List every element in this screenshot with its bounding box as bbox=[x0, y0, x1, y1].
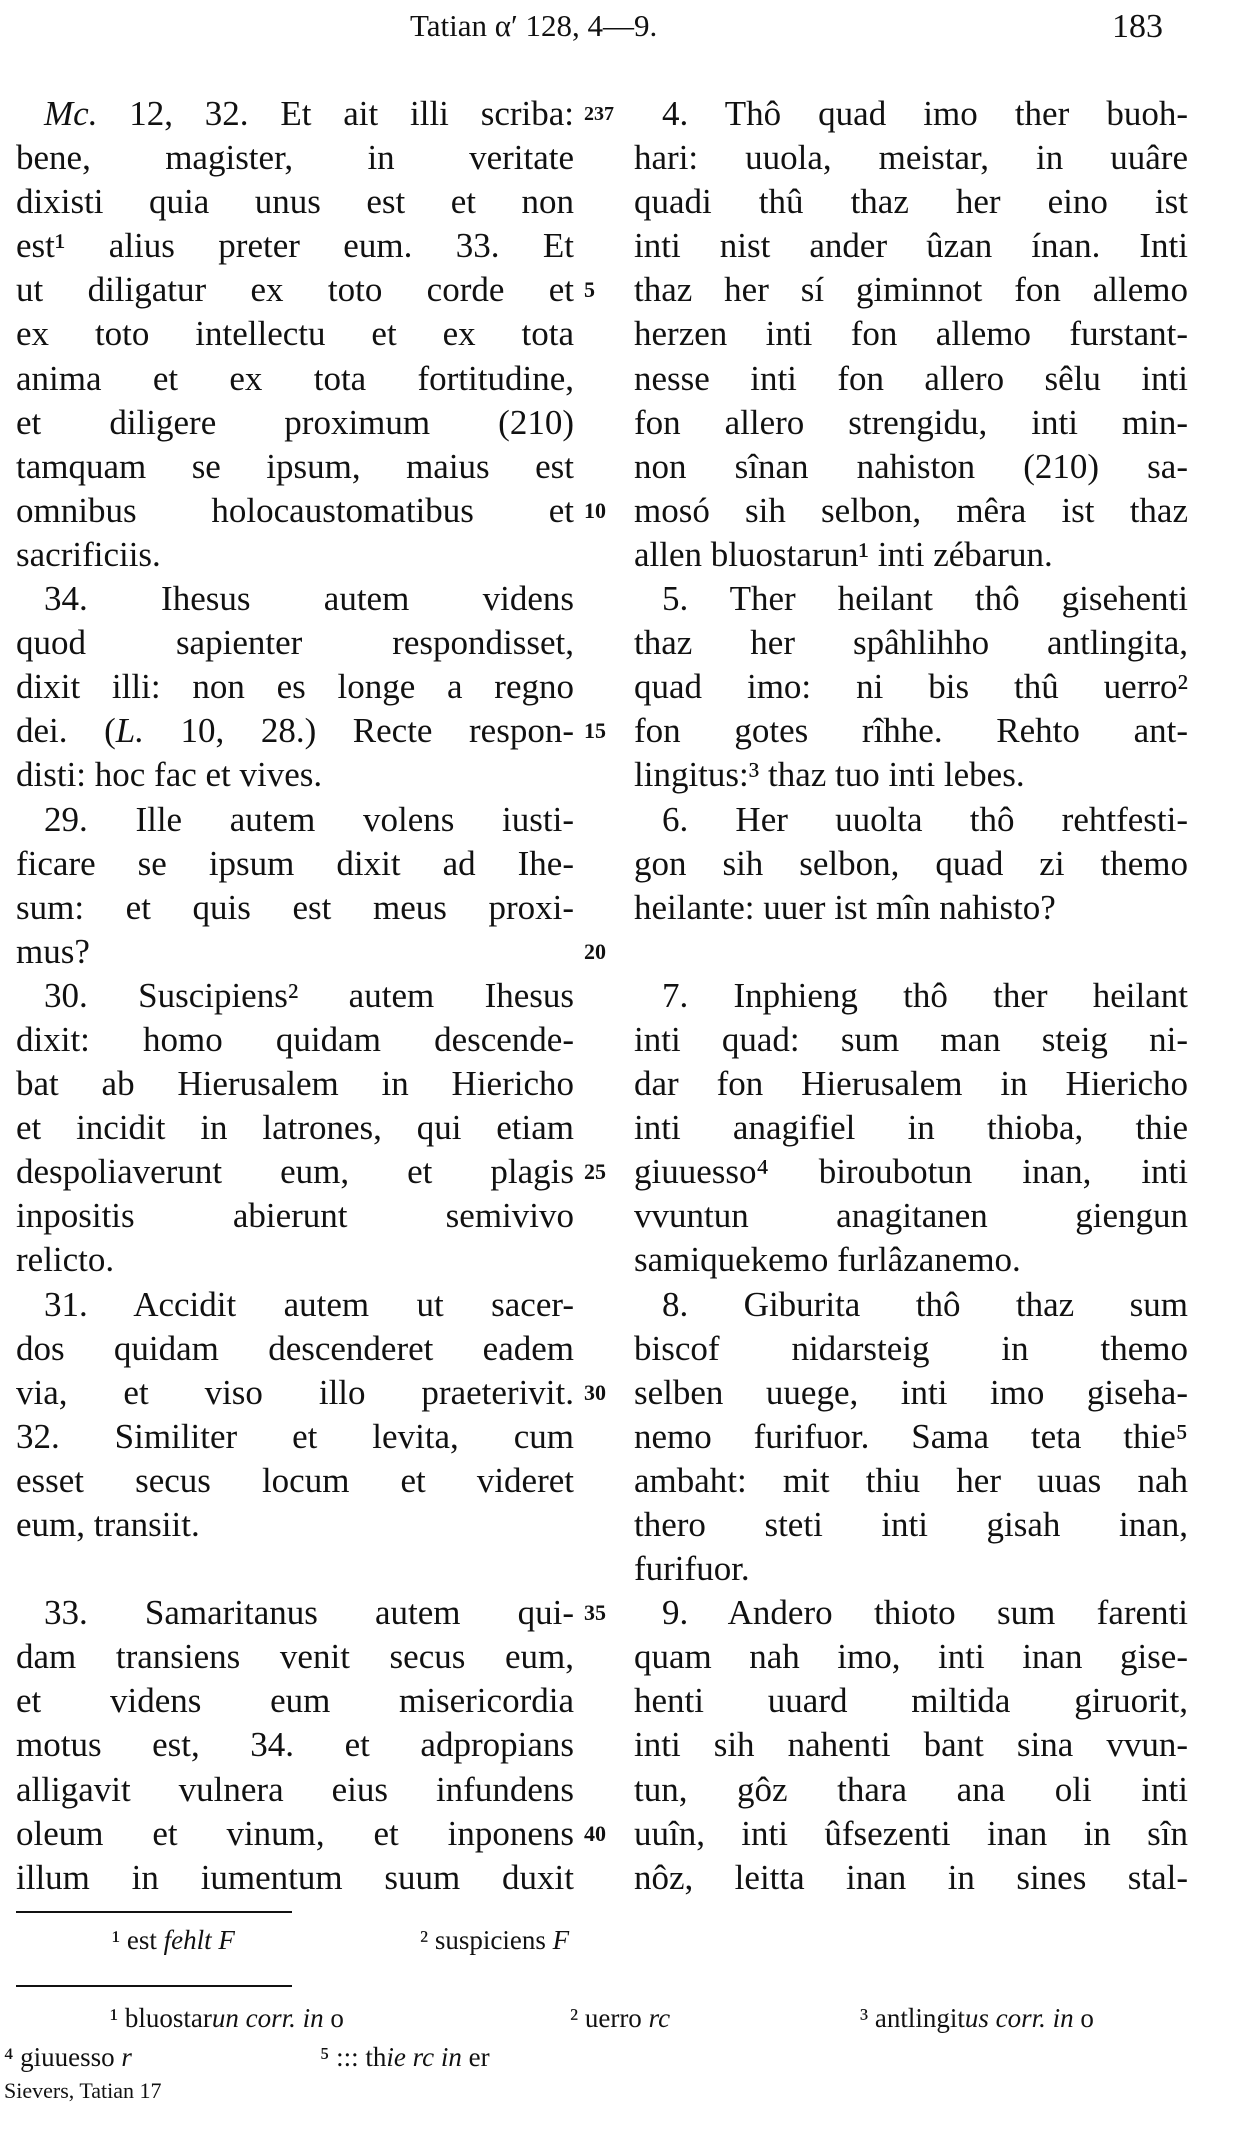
text-segment: et diligere proximum (210) bbox=[16, 402, 574, 442]
gutter-spacer bbox=[584, 357, 630, 401]
text-segment: hari: uuola, meistar, in uuâre bbox=[634, 138, 1188, 178]
gutter-spacer bbox=[584, 401, 630, 445]
left-text-line bbox=[16, 1106, 574, 1150]
text-segment: fon allero strengidu, inti min- bbox=[634, 402, 1188, 442]
text-segment: ¹ est bbox=[112, 1925, 164, 1955]
text-segment: 5. Ther heilant thô gisehenti bbox=[662, 579, 1188, 619]
italic-text: r bbox=[121, 2042, 132, 2072]
text-segment: gon sih selbon, quad zi themo bbox=[634, 843, 1188, 883]
text-segment: esset secus locum et videret bbox=[16, 1460, 574, 1500]
gutter-spacer bbox=[584, 312, 630, 356]
italic-text: rc bbox=[648, 2003, 671, 2033]
text-segment: 29. Ille autem volens iusti- bbox=[44, 799, 574, 839]
gutter-spacer bbox=[584, 1194, 630, 1238]
footnote bbox=[860, 2003, 1094, 2034]
left-text-line bbox=[16, 489, 574, 533]
text-segment: dei. ( bbox=[16, 711, 116, 751]
left-text-line bbox=[16, 180, 574, 224]
text-segment: oleum et vinum, et inponens bbox=[16, 1813, 574, 1853]
line-number: 35 bbox=[584, 1600, 606, 1626]
text-segment: quad imo: ni bis thû uerro² bbox=[634, 667, 1188, 707]
italic-text: fehlt F bbox=[163, 1925, 235, 1955]
gutter-spacer bbox=[584, 1768, 630, 1812]
left-text-line bbox=[16, 1018, 574, 1062]
text-segment: et videns eum misericordia bbox=[16, 1681, 574, 1721]
right-text-line bbox=[634, 312, 1188, 356]
old-high-german-column bbox=[634, 92, 1188, 1900]
right-text-line bbox=[634, 1018, 1188, 1062]
left-text-line bbox=[16, 1856, 574, 1900]
left-text-line bbox=[16, 445, 574, 489]
italic-text: us bbox=[964, 2003, 989, 2033]
line-number: 10 bbox=[584, 497, 606, 523]
text-segment: despoliaverunt eum, et plagis bbox=[16, 1152, 574, 1192]
right-text-line bbox=[634, 974, 1188, 1018]
text-segment: o bbox=[323, 2003, 344, 2033]
running-title: Tatian α′ 128, 4—9. bbox=[410, 8, 658, 43]
text-segment: thaz her sí giminnot fon allemo bbox=[634, 270, 1188, 310]
text-segment: ⁵ ::: th bbox=[320, 2042, 387, 2072]
left-text-line bbox=[16, 357, 574, 401]
text-segment: mus? bbox=[16, 931, 90, 971]
left-text-line bbox=[16, 1591, 574, 1635]
right-text-line bbox=[634, 136, 1188, 180]
left-text-line bbox=[16, 1503, 574, 1547]
text-segment: henti uuard miltida giruorit, bbox=[634, 1681, 1188, 1721]
right-text-line bbox=[634, 1723, 1188, 1767]
right-text-line bbox=[634, 798, 1188, 842]
line-number: 40 bbox=[584, 1820, 606, 1846]
right-text-line bbox=[634, 1635, 1188, 1679]
left-text-line bbox=[16, 753, 574, 797]
italic-text: ie bbox=[386, 2042, 406, 2072]
left-text-line bbox=[16, 930, 574, 974]
text-segment: dam transiens venit secus eum, bbox=[16, 1637, 574, 1677]
text-segment: dos quidam descenderet eadem bbox=[16, 1328, 574, 1368]
text-segment: nôz, leitta inan in sines stal- bbox=[634, 1857, 1188, 1897]
left-text-line bbox=[16, 136, 574, 180]
gutter-spacer bbox=[584, 1018, 630, 1062]
right-text-line bbox=[634, 1150, 1188, 1194]
gutter-spacer bbox=[584, 1679, 630, 1723]
right-text-line bbox=[634, 621, 1188, 665]
left-text-line bbox=[16, 1768, 574, 1812]
text-segment: vvuntun anagitanen giengun bbox=[634, 1196, 1188, 1236]
line-number-gutter bbox=[584, 92, 630, 1900]
text-segment: ⁴ giuuesso bbox=[4, 2042, 122, 2072]
right-text-line bbox=[634, 753, 1188, 797]
text-segment: furifuor. bbox=[634, 1549, 750, 1589]
italic-text: corr. in bbox=[995, 2003, 1074, 2033]
right-text-line bbox=[634, 445, 1188, 489]
text-segment: tun, gôz thara ana oli inti bbox=[634, 1769, 1188, 1809]
right-text-line bbox=[634, 1591, 1188, 1635]
text-segment: 34. Ihesus autem videns bbox=[44, 579, 574, 619]
text-segment: motus est, 34. et adpropians bbox=[16, 1725, 574, 1765]
text-segment: ut diligatur ex toto corde et bbox=[16, 270, 574, 310]
text-segment: nesse inti fon allero sêlu inti bbox=[634, 358, 1188, 398]
gutter-spacer bbox=[584, 1459, 630, 1503]
right-text-line bbox=[634, 709, 1188, 753]
footnote bbox=[570, 2003, 670, 2034]
left-text-line bbox=[16, 1415, 574, 1459]
text-segment: est¹ alius preter eum. 33. Et bbox=[16, 226, 574, 266]
text-segment: eum, transiit. bbox=[16, 1505, 200, 1544]
text-segment: 33. Samaritanus autem qui- bbox=[44, 1593, 574, 1633]
text-segment: dar fon Hierusalem in Hiericho bbox=[634, 1064, 1188, 1104]
text-segment: 4. Thô quad imo ther buoh- bbox=[662, 94, 1188, 133]
text-segment: ² uerro bbox=[570, 2003, 649, 2033]
right-text-line bbox=[634, 842, 1188, 886]
text-segment: tamquam se ipsum, maius est bbox=[16, 446, 574, 486]
right-text-line bbox=[634, 533, 1188, 577]
text-segment: inpositis abierunt semivivo bbox=[16, 1196, 574, 1236]
text-segment: quam nah imo, inti inan gise- bbox=[634, 1637, 1188, 1677]
gutter-spacer bbox=[584, 621, 630, 665]
text-segment: via, et viso illo praeterivit. bbox=[16, 1372, 574, 1412]
gutter-spacer bbox=[584, 1503, 630, 1547]
footnote bbox=[4, 2042, 132, 2073]
right-text-line bbox=[634, 92, 1188, 136]
left-text-line bbox=[16, 1327, 574, 1371]
text-segment: dixit illi: non es longe a regno bbox=[16, 667, 574, 707]
italic-text: F bbox=[552, 1925, 570, 1955]
gutter-spacer bbox=[584, 224, 630, 268]
text-segment: heilante: uuer ist mîn nahisto? bbox=[634, 887, 1056, 927]
text-segment: er bbox=[461, 2042, 490, 2072]
right-text-line bbox=[634, 930, 1188, 974]
right-text-line bbox=[634, 1503, 1188, 1547]
text-segment: sum: et quis est meus proxi- bbox=[16, 887, 574, 927]
line-number: 30 bbox=[584, 1379, 606, 1405]
gutter-spacer bbox=[584, 665, 630, 709]
right-text-line bbox=[634, 1283, 1188, 1327]
text-segment: inti sih nahenti bant sina vvun- bbox=[634, 1725, 1188, 1765]
line-number: 25 bbox=[584, 1159, 606, 1185]
gutter-spacer bbox=[584, 1856, 630, 1900]
left-text-line bbox=[16, 577, 574, 621]
margin-marker: 237 bbox=[584, 103, 614, 125]
text-segment: disti: hoc fac et vives. bbox=[16, 755, 323, 795]
footnote bbox=[320, 2042, 490, 2073]
left-text-line bbox=[16, 1283, 574, 1327]
right-text-line bbox=[634, 224, 1188, 268]
right-text-line bbox=[634, 1679, 1188, 1723]
right-text-line bbox=[634, 1415, 1188, 1459]
text-segment: omnibus holocaustomatibus et bbox=[16, 490, 574, 530]
footnote bbox=[110, 2003, 344, 2034]
left-text-line bbox=[16, 1679, 574, 1723]
text-segment: uuîn, inti ûfsezenti inan in sîn bbox=[634, 1813, 1188, 1853]
text-segment: ambaht: mit thiu her uuas nah bbox=[634, 1460, 1188, 1500]
text-segment: samiquekemo furlâzanemo. bbox=[634, 1240, 1021, 1280]
left-text-line bbox=[16, 1194, 574, 1238]
text-segment: et incidit in latrones, qui etiam bbox=[16, 1108, 574, 1148]
right-text-line bbox=[634, 1812, 1188, 1856]
left-text-line bbox=[16, 665, 574, 709]
gutter-spacer bbox=[584, 1415, 630, 1459]
text-segment: inti quad: sum man steig ni- bbox=[634, 1019, 1188, 1059]
text-segment: 10, 28.) Recte respon- bbox=[143, 711, 574, 751]
text-segment bbox=[989, 2003, 996, 2033]
text-segment: dixisti quia unus est et non bbox=[16, 182, 574, 222]
footnote bbox=[112, 1925, 235, 1956]
left-text-line bbox=[16, 268, 574, 312]
gutter-spacer bbox=[584, 1547, 630, 1591]
text-segment: lingitus:³ thaz tuo inti lebes. bbox=[634, 755, 1025, 795]
right-text-line bbox=[634, 1106, 1188, 1150]
line-number: 15 bbox=[584, 718, 606, 744]
text-segment: bene, magister, in veritate bbox=[16, 138, 574, 178]
left-text-line bbox=[16, 224, 574, 268]
right-text-line bbox=[634, 357, 1188, 401]
gutter-spacer bbox=[584, 1327, 630, 1371]
footnote-rule-latin bbox=[16, 1911, 292, 1913]
text-segment: sacrificiis. bbox=[16, 534, 161, 574]
text-segment: mosó sih selbon, mêra ist thaz bbox=[634, 490, 1188, 530]
left-text-line bbox=[16, 401, 574, 445]
text-segment: 12, 32. Et ait illi scriba: bbox=[97, 94, 574, 133]
gutter-spacer bbox=[584, 798, 630, 842]
text-segment: nemo furifuor. Sama teta thie⁵ bbox=[634, 1416, 1188, 1456]
line-number: 5 bbox=[584, 277, 595, 303]
text-segment: giuuesso⁴ biroubotun inan, inti bbox=[634, 1152, 1188, 1192]
text-segment: herzen inti fon allemo furstant- bbox=[634, 314, 1188, 354]
right-text-line bbox=[634, 577, 1188, 621]
left-text-line bbox=[16, 621, 574, 665]
right-text-line bbox=[634, 1856, 1188, 1900]
text-segment: selben uuege, inti imo giseha- bbox=[634, 1372, 1188, 1412]
text-segment: bat ab Hierusalem in Hiericho bbox=[16, 1064, 574, 1104]
text-segment: thaz her spâhlihho antlingita, bbox=[634, 623, 1188, 663]
text-segment: dixit: homo quidam descende- bbox=[16, 1019, 574, 1059]
left-text-line bbox=[16, 1635, 574, 1679]
italic-text: rc in bbox=[412, 2042, 462, 2072]
line-number: 20 bbox=[584, 938, 606, 964]
gutter-spacer bbox=[584, 1106, 630, 1150]
right-text-line bbox=[634, 886, 1188, 930]
text-segment bbox=[239, 2003, 246, 2033]
italic-text: un bbox=[211, 2003, 239, 2033]
right-text-line bbox=[634, 489, 1188, 533]
printer-signature: Sievers, Tatian 17 bbox=[4, 2078, 162, 2103]
text-segment: allen bluostarun¹ inti zébarun. bbox=[634, 534, 1053, 574]
gutter-spacer bbox=[584, 1238, 630, 1282]
text-segment: biscof nidarsteig in themo bbox=[634, 1328, 1188, 1368]
left-text-line bbox=[16, 533, 574, 577]
text-segment: illum in iumentum suum duxit bbox=[16, 1857, 574, 1897]
left-text-line bbox=[16, 312, 574, 356]
left-text-line bbox=[16, 886, 574, 930]
gutter-spacer bbox=[584, 577, 630, 621]
gutter-spacer bbox=[584, 1283, 630, 1327]
page-number: 183 bbox=[1112, 8, 1163, 45]
right-text-line bbox=[634, 1768, 1188, 1812]
gutter-spacer bbox=[584, 445, 630, 489]
gutter-spacer bbox=[584, 136, 630, 180]
right-text-line bbox=[634, 268, 1188, 312]
italic-text: corr. in bbox=[245, 2003, 324, 2033]
right-text-line bbox=[634, 180, 1188, 224]
text-segment: 31. Accidit autem ut sacer- bbox=[44, 1284, 574, 1324]
text-segment: fon gotes rîhhe. Rehto ant- bbox=[634, 711, 1188, 751]
text-segment: quod sapienter respondisset, bbox=[16, 623, 574, 663]
left-text-line bbox=[16, 1812, 574, 1856]
gutter-spacer bbox=[584, 533, 630, 577]
text-segment: inti anagifiel in thioba, thie bbox=[634, 1108, 1188, 1148]
gutter-spacer bbox=[584, 180, 630, 224]
right-text-line bbox=[634, 665, 1188, 709]
gutter-spacer bbox=[584, 1062, 630, 1106]
right-text-line bbox=[634, 1459, 1188, 1503]
right-text-line bbox=[634, 1238, 1188, 1282]
right-text-line bbox=[634, 1062, 1188, 1106]
left-text-line bbox=[16, 709, 574, 753]
text-segment: ficare se ipsum dixit ad Ihe- bbox=[16, 843, 574, 883]
text-segment: 7. Inphieng thô ther heilant bbox=[662, 975, 1188, 1015]
right-text-line bbox=[634, 1371, 1188, 1415]
text-segment: non sînan nahiston (210) sa- bbox=[634, 446, 1188, 486]
text-segment: 6. Her uuolta thô rehtfesti- bbox=[662, 799, 1188, 839]
left-text-line bbox=[16, 1459, 574, 1503]
gutter-spacer bbox=[584, 1635, 630, 1679]
left-text-line bbox=[16, 1547, 574, 1591]
text-segment: anima et ex tota fortitudine, bbox=[16, 358, 574, 398]
text-segment: alligavit vulnera eius infundens bbox=[16, 1769, 574, 1809]
footnote-rule-ohg bbox=[16, 1985, 292, 1987]
right-text-line bbox=[634, 1194, 1188, 1238]
text-segment: ³ antlingit bbox=[860, 2003, 965, 2033]
gutter-spacer bbox=[584, 974, 630, 1018]
gutter-spacer bbox=[584, 842, 630, 886]
text-segment: ² suspiciens bbox=[420, 1925, 553, 1955]
italic-text: Mc. bbox=[44, 94, 98, 133]
gutter-spacer bbox=[584, 886, 630, 930]
left-text-line bbox=[16, 798, 574, 842]
left-text-line bbox=[16, 1723, 574, 1767]
text-segment: inti nist ander ûzan ínan. Inti bbox=[634, 226, 1188, 266]
gutter-spacer bbox=[584, 753, 630, 797]
footnote bbox=[420, 1925, 569, 1956]
text-segment: thero steti inti gisah inan, bbox=[634, 1505, 1188, 1544]
left-text-line bbox=[16, 1150, 574, 1194]
left-text-line bbox=[16, 974, 574, 1018]
latin-column bbox=[16, 92, 574, 1900]
right-text-line bbox=[634, 1327, 1188, 1371]
left-text-line bbox=[16, 842, 574, 886]
text-segment: relicto. bbox=[16, 1240, 115, 1280]
right-text-line bbox=[634, 1547, 1188, 1591]
text-segment: ¹ bluostar bbox=[110, 2003, 212, 2033]
text-segment: ex toto intellectu et ex tota bbox=[16, 314, 574, 354]
text-segment: 32. Similiter et levita, cum bbox=[16, 1416, 574, 1456]
left-text-line bbox=[16, 1062, 574, 1106]
text-segment bbox=[406, 2042, 413, 2072]
text-segment: 9. Andero thioto sum farenti bbox=[662, 1593, 1188, 1633]
left-text-line bbox=[16, 92, 574, 136]
italic-text: L. bbox=[115, 711, 144, 751]
text-segment: quadi thû thaz her eino ist bbox=[634, 182, 1188, 222]
left-text-line bbox=[16, 1238, 574, 1282]
gutter-spacer bbox=[584, 1723, 630, 1767]
text-segment: o bbox=[1073, 2003, 1094, 2033]
text-segment: 8. Giburita thô thaz sum bbox=[662, 1284, 1188, 1324]
text-segment: 30. Suscipiens² autem Ihesus bbox=[44, 975, 574, 1015]
right-text-line bbox=[634, 401, 1188, 445]
left-text-line bbox=[16, 1371, 574, 1415]
